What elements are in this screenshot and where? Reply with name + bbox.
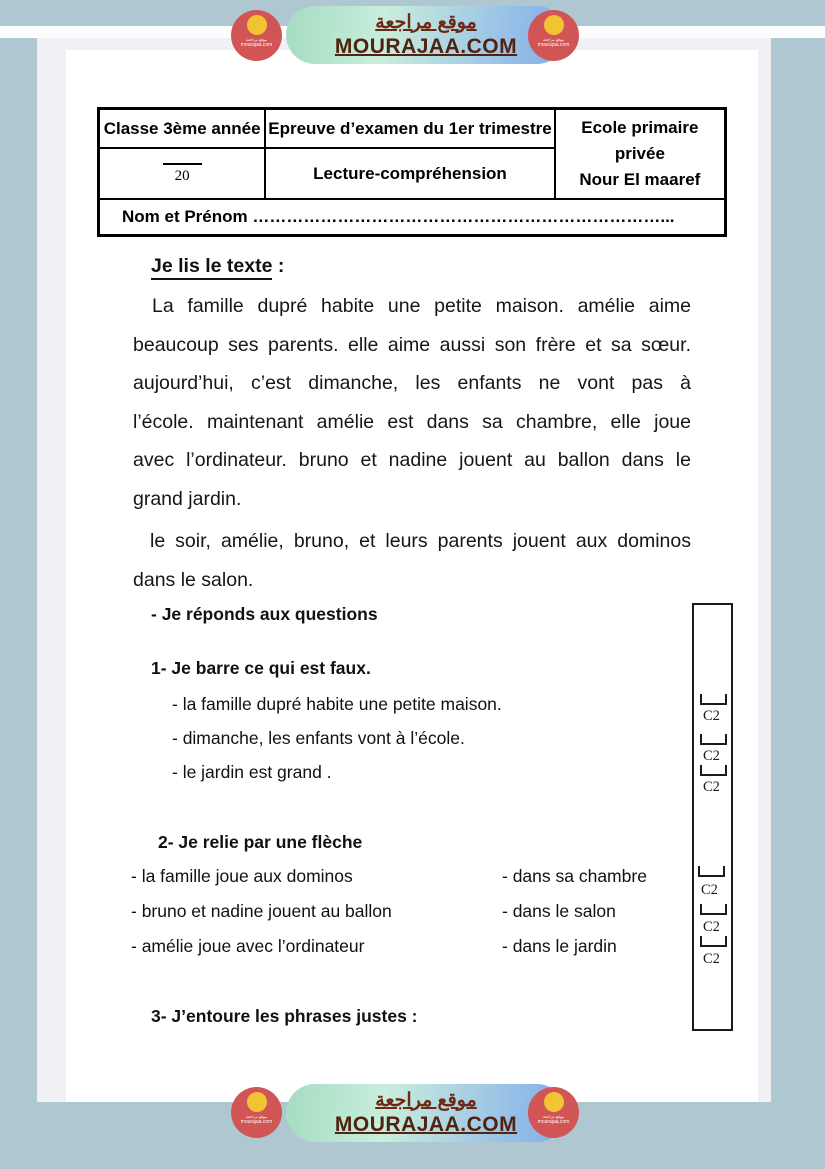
school-line1: Ecole primaire privée xyxy=(581,118,699,163)
school-line2: Nour El maaref xyxy=(579,170,701,189)
question1-item: - la famille dupré habite une petite maison. xyxy=(172,694,502,714)
logo-circle-icon xyxy=(544,15,564,35)
question1-item: - le jardin est grand . xyxy=(172,762,332,782)
class-level-cell: Classe 3ème année xyxy=(99,109,266,149)
paragraph-line: La famille dupré habite une petite maison. amélie aime xyxy=(152,295,691,317)
question2-left-item: - bruno et nadine jouent au ballon xyxy=(131,901,392,921)
badge-site-label: mourajaa.com xyxy=(240,42,273,48)
score-bracket-icon xyxy=(700,936,727,947)
paragraph-line: le soir, amélie, bruno, et leurs parents jouent aux dominos xyxy=(150,530,691,552)
score-cell xyxy=(99,148,266,199)
site-logo-badge xyxy=(528,1087,579,1138)
score-denominator: 20 xyxy=(163,163,202,185)
score-bracket-icon xyxy=(700,734,727,745)
badge-arabic-label: موقع مراجعة xyxy=(542,37,565,42)
questions-intro-heading: - Je réponds aux questions xyxy=(151,604,378,624)
question2-left-item: - amélie joue avec l’ordinateur xyxy=(131,936,365,956)
exam-title-cell: Epreuve d’examen du 1er trimestre xyxy=(265,109,554,149)
question1-item: - dimanche, les enfants vont à l’école. xyxy=(172,728,465,748)
badge-arabic-label: موقع مراجعة xyxy=(542,1114,565,1119)
name-dotted-line: ………………………………………………………………... xyxy=(252,207,675,226)
score-mark-label: C2 xyxy=(703,919,720,935)
name-label: Nom et Prénom xyxy=(122,207,253,226)
site-logo-badge xyxy=(231,1087,282,1138)
reading-title xyxy=(151,255,284,278)
question2-title: 2- Je relie par une flèche xyxy=(158,832,363,852)
score-bracket-icon xyxy=(698,866,725,877)
badge-site-label: mourajaa.com xyxy=(240,1119,273,1125)
logo-circle-icon xyxy=(247,15,267,35)
reading-title-underlined: Je lis le texte xyxy=(151,255,272,280)
site-link-pill[interactable] xyxy=(286,6,566,64)
site-arabic-title: موقع مراجعة xyxy=(375,11,477,33)
score-bracket-icon xyxy=(700,694,727,705)
score-bracket-icon xyxy=(700,765,727,776)
paragraph-line: beaucoup ses parents. elle aime aussi son frère et sa sœur. xyxy=(133,333,691,356)
paragraph-line: l’école. maintenant amélie est dans sa chambre, elle joue xyxy=(133,410,691,433)
question3-title: 3- J’entoure les phrases justes : xyxy=(151,1006,418,1026)
reading-paragraph-1 xyxy=(133,287,691,519)
site-link-pill[interactable] xyxy=(286,1084,566,1142)
question2-right-item: - dans sa chambre xyxy=(502,866,647,886)
paragraph-line: dans le salon. xyxy=(133,568,254,591)
site-arabic-title: موقع مراجعة xyxy=(375,1089,477,1111)
logo-circle-icon xyxy=(247,1092,267,1112)
question2-right-item: - dans le jardin xyxy=(502,936,617,956)
site-logo-badge xyxy=(528,10,579,61)
badge-site-label: mourajaa.com xyxy=(537,42,570,48)
site-logo-badge xyxy=(231,10,282,61)
score-mark-label: C2 xyxy=(701,882,718,898)
question1-title: 1- Je barre ce qui est faux. xyxy=(151,658,371,678)
score-mark-label: C2 xyxy=(703,708,720,724)
score-mark-label: C2 xyxy=(703,748,720,764)
exam-header-table xyxy=(97,107,727,237)
reading-title-colon: : xyxy=(272,255,285,277)
student-name-row xyxy=(99,199,726,236)
paragraph-line: aujourd’hui, c’est dimanche, les enfants ne vont pas à xyxy=(133,372,691,395)
paragraph-line: avec l’ordinateur. bruno et nadine jouent au ballon dans le xyxy=(133,449,691,472)
question2-left-item: - la famille joue aux dominos xyxy=(131,866,353,886)
subject-cell: Lecture-compréhension xyxy=(265,148,554,199)
paragraph-line: grand jardin. xyxy=(133,487,242,510)
site-domain-title: MOURAJAA.COM xyxy=(334,34,518,58)
site-domain-title: MOURAJAA.COM xyxy=(334,1112,518,1136)
question2-right-item: - dans le salon xyxy=(502,901,616,921)
reading-paragraph-2 xyxy=(133,522,691,599)
school-name-cell xyxy=(555,109,726,200)
badge-arabic-label: موقع مراجعة xyxy=(245,1114,268,1119)
score-bracket-icon xyxy=(700,904,727,915)
badge-arabic-label: موقع مراجعة xyxy=(245,37,268,42)
score-mark-label: C2 xyxy=(703,779,720,795)
score-mark-label: C2 xyxy=(703,951,720,967)
logo-circle-icon xyxy=(544,1092,564,1112)
badge-site-label: mourajaa.com xyxy=(537,1119,570,1125)
